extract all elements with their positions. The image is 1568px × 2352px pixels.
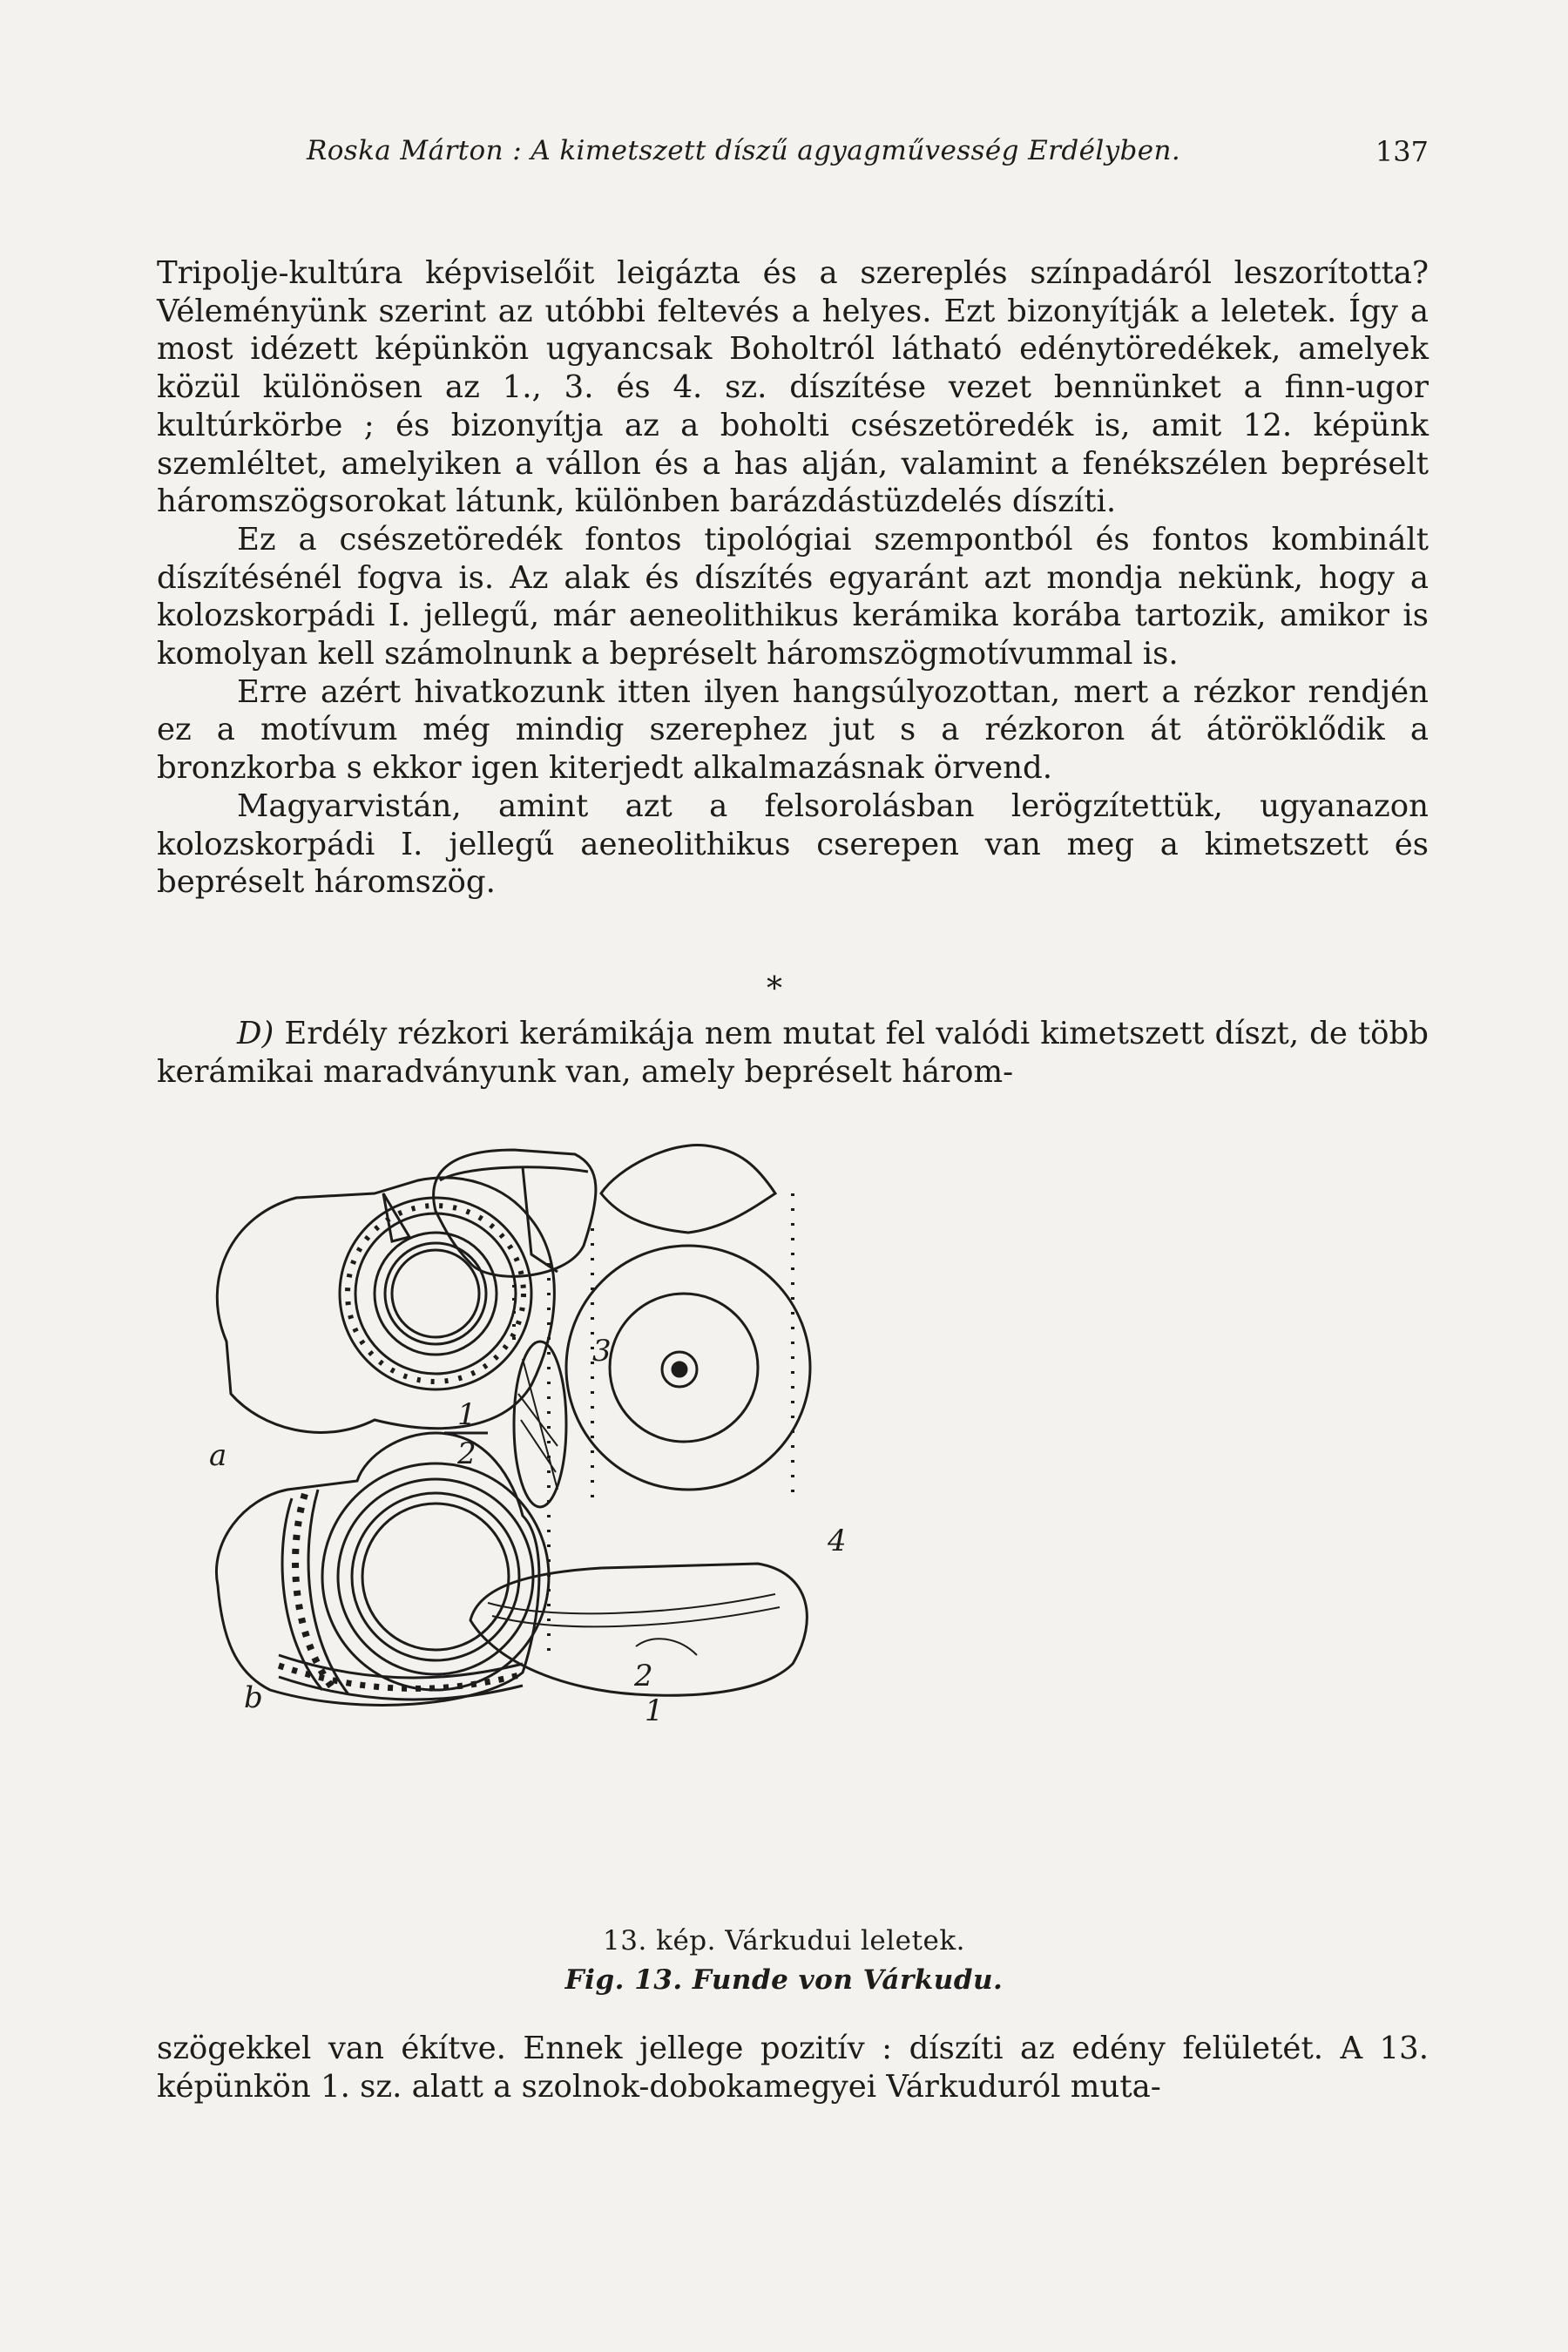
figure-caption-hu: 13. kép. Várkudui leletek. — [603, 1925, 965, 1957]
sherd-a-drawing — [217, 1178, 554, 1432]
body-text-bottom — [157, 2030, 1429, 2105]
section-d-paragraph — [157, 1015, 1429, 1091]
whorl-4-drawing — [566, 1145, 810, 1498]
ratio-top: 1 — [457, 1397, 476, 1432]
paragraph-1: Tripolje-kultúra képviselőit leigázta és a szereplés színpadáról leszorította? Véleményünk szerint az utóbbi feltevés a helyes. Ezt bizonyítják a leletek. Így a most idézett képünkön ugyancsak Boholtról látható edénytöredékek, amelyek közül különösen az 1., 3. és 4. sz. díszítése vezet bennünket a finn-ugor kultúrkörbe ; és bizonyítja az a boholti csészetöredék is, amit 12. képünk szemléltet, amelyiken a vállon és a has alján, valamint a fenékszélen bepréselt háromszögsorokat látunk, különben barázdástüzdelés díszíti. — [157, 255, 1429, 520]
label-b: b — [244, 1680, 263, 1715]
figure-13 — [148, 1132, 1385, 1916]
running-head — [157, 135, 1429, 179]
section-d — [157, 1015, 1429, 1091]
ratio-bottom: 2 — [457, 1436, 476, 1471]
section-asterisk: * — [767, 971, 782, 1007]
sherd-b-drawing — [216, 1433, 549, 1705]
paragraph-2: Ez a csészetöredék fontos tipológiai szempontból és fontos kombinált díszítésénél fogva is. Az alak és díszítés egyaránt azt mondja nekünk, hogy a kolozskorpádi I. jellegű, már aeneolithikus kerámika korába tartozik, amikor is komolyan kell számolnunk a bepréselt háromszögmotívummal is. — [157, 521, 1429, 672]
paragraph-3: Erre azért hivatkozunk itten ilyen hangsúlyozottan, mert a rézkor rendjén ez a motívum még mindig szerephez jut s a rézkoron át átöröklődik a bronzkorba s ekkor igen kiterjedt alkalmazásnak örvend. — [157, 673, 1429, 787]
label-3: 3 — [592, 1334, 612, 1369]
closing-paragraph: szögekkel van ékítve. Ennek jellege pozitív : díszíti az edény felületét. A 13. képünkön 1. sz. alatt a szolnok-dobokamegyei Várkuduról muta- — [157, 2031, 1429, 2105]
figure-caption-de: Fig. 13. Funde von Várkudu. — [564, 1964, 1004, 1996]
page-number: 137 — [1375, 135, 1429, 168]
section-d-letter: D) — [237, 1016, 274, 1051]
section-d-text: Erdély rézkori kerámikája nem mutat fel valódi kimetszett díszt, de több kerámikai maradványunk van, amely bepréselt három- — [157, 1016, 1429, 1090]
label-4: 4 — [828, 1524, 847, 1558]
paragraph-4: Magyarvistán, amint azt a felsorolásban lerögzítettük, ugyanazon kolozskorpádi I. jellegű aeneolithikus cserepen van meg a kimetszett és bepréselt háromszög. — [157, 787, 1429, 901]
label-a: a — [209, 1438, 227, 1473]
figure-drawing — [148, 1132, 1385, 1916]
body-text-top — [157, 254, 1429, 902]
label-2: 2 — [634, 1659, 653, 1693]
running-head-title: Roska Márton : A kimetszett díszű agyagművesség Erdélyben. — [307, 135, 1181, 166]
label-1: 1 — [645, 1693, 664, 1728]
